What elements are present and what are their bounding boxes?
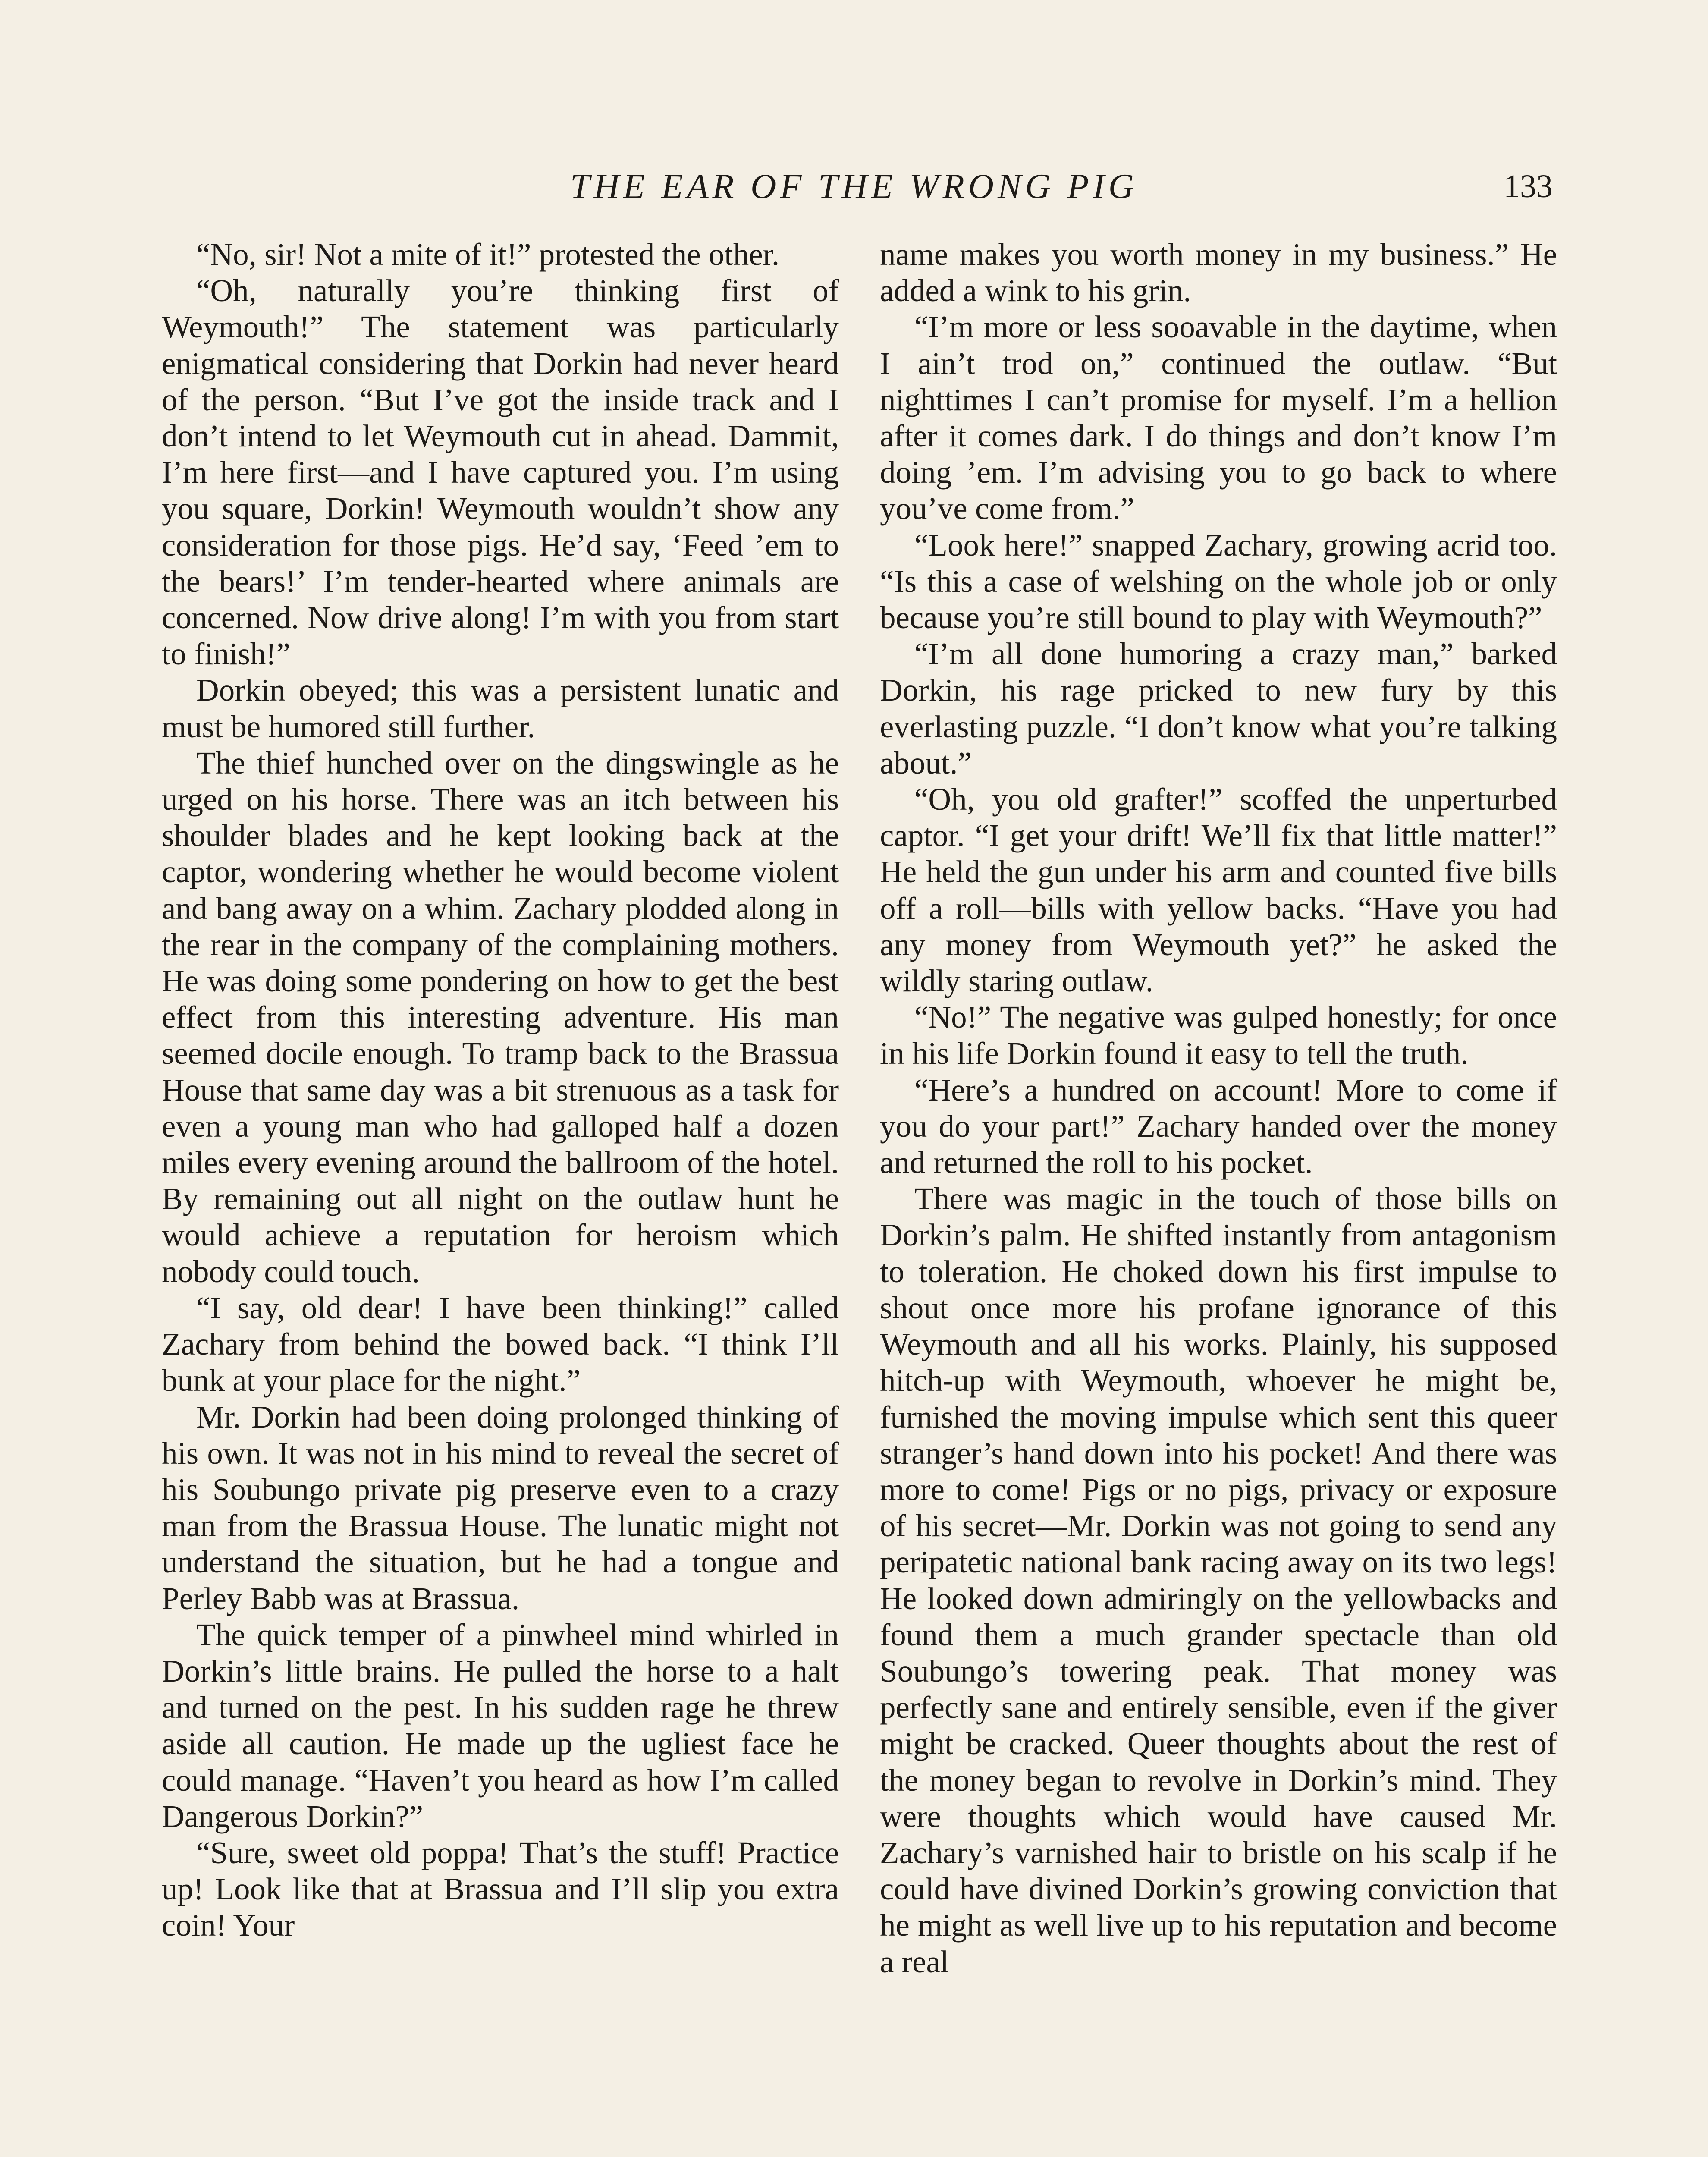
paragraph: “No, sir! Not a mite of it!” protested the other.	[196, 237, 780, 272]
paragraph: “I’m all done humoring a crazy man,” barked Dorkin, his rage pricked to new fury by this everlasting puzzle. “I don’t know what you’re talking about.”	[880, 636, 1557, 780]
continued-paragraph: name makes you worth money in my business.” He added a wink to his grin.	[880, 237, 1557, 308]
paragraph: “Look here!” snapped Zachary, growing acrid too. “Is this a case of welshing on the whole job or only because you’re still bound to play with Weymouth?”	[880, 527, 1557, 635]
page-number: 133	[1504, 168, 1553, 204]
paragraph: “Oh, you old grafter!” scoffed the unperturbed captor. “I get your drift! We’ll fix that little matter!” He held the gun under his arm and counted five bills off a roll—bills with yellow backs. “Have you had any money from Weymouth yet?” he asked the wildly staring outlaw.	[880, 782, 1557, 999]
paragraph: “I’m more or less sooavable in the daytime, when I ain’t trod on,” continued the outlaw. “But nighttimes I can’t promise for myself. I’m a hellion after it comes dark. I do things and don’t know I’m doing ’em. I’m advising you to go back to where you’ve come from.”	[880, 309, 1557, 526]
paragraph: Dorkin obeyed; this was a persistent lunatic and must be humored still further.	[162, 673, 839, 744]
paragraph: “I say, old dear! I have been thinking!” called Zachary from behind the bowed back. “I think I’ll bunk at your place for the night.”	[162, 1290, 839, 1398]
running-title: THE EAR OF THE WRONG PIG	[570, 167, 1138, 206]
right-column	[880, 236, 1557, 1980]
paragraph: “Sure, sweet old poppa! That’s the stuff! Practice up! Look like that at Brassua and I’ll slip you extra coin! Your	[162, 1835, 839, 1943]
left-column	[162, 236, 839, 1944]
paragraph: “Here’s a hundred on account! More to come if you do your part!” Zachary handed over the money and returned the roll to his pocket.	[880, 1072, 1557, 1180]
paragraph: The thief hunched over on the dingswingle as he urged on his horse. There was an itch between his shoulder blades and he kept looking back at the captor, wondering whether he would become violent and bang away on a whim. Zachary plodded along in the rear in the company of the complaining mothers. He was doing some pondering on how to get the best effect from this interesting adventure. His man seemed docile enough. To tramp back to the Brassua House that same day was a bit strenuous as a task for even a young man who had galloped half a dozen miles every evening around the ballroom of the hotel. By remaining out all night on the outlaw hunt he would achieve a reputation for heroism which nobody could touch.	[162, 745, 839, 1289]
paragraph: Mr. Dorkin had been doing prolonged thinking of his own. It was not in his mind to reveal the secret of his Soubungo private pig preserve even to a crazy man from the Brassua House. The lunatic might not understand the situation, but he had a tongue and Perley Babb was at Brassua.	[162, 1399, 839, 1616]
paragraph: The quick temper of a pinwheel mind whirled in Dorkin’s little brains. He pulled the horse to a halt and turned on the pest. In his sudden rage he threw aside all caution. He made up the ugliest face he could manage. “Haven’t you heard as how I’m called Dangerous Dorkin?”	[162, 1617, 839, 1834]
page-header	[155, 160, 1553, 212]
paragraph: “Oh, naturally you’re thinking first of Weymouth!” The statement was particularly enigmatical considering that Dorkin had never heard of the person. “But I’ve got the inside track and I don’t intend to let Weymouth cut in ahead. Dammit, I’m here first—and I have captured you. I’m using you square, Dorkin! Weymouth wouldn’t show any consideration for those pigs. He’d say, ‘Feed ’em to the bears!’ I’m tender-hearted where animals are concerned. Now drive along! I’m with you from start to finish!”	[162, 273, 839, 672]
paragraph: There was magic in the touch of those bills on Dorkin’s palm. He shifted instantly from antagonism to toleration. He choked down his first impulse to shout once more his profane ignorance of this Weymouth and all his works. Plainly, his supposed hitch-up with Weymouth, whoever he might be, furnished the moving impulse which sent this queer stranger’s hand down into his pocket! And there was more to come! Pigs or no pigs, privacy or exposure of his secret—Mr. Dorkin was not going to send any peripatetic national bank racing away on its two legs! He looked down admiringly on the yellowbacks and found them a much grander spectacle than old Soubungo’s towering peak. That money was perfectly sane and entirely sensible, even if the giver might be cracked. Queer thoughts about the rest of the money began to revolve in Dorkin’s mind. They were thoughts which would have caused Mr. Zachary’s varnished hair to bristle on his scalp if he could have divined Dorkin’s growing conviction that he might as well live up to his reputation and become a real	[880, 1181, 1557, 1979]
paragraph: “No!” The negative was gulped honestly; for once in his life Dorkin found it easy to tell the truth.	[880, 1000, 1557, 1071]
